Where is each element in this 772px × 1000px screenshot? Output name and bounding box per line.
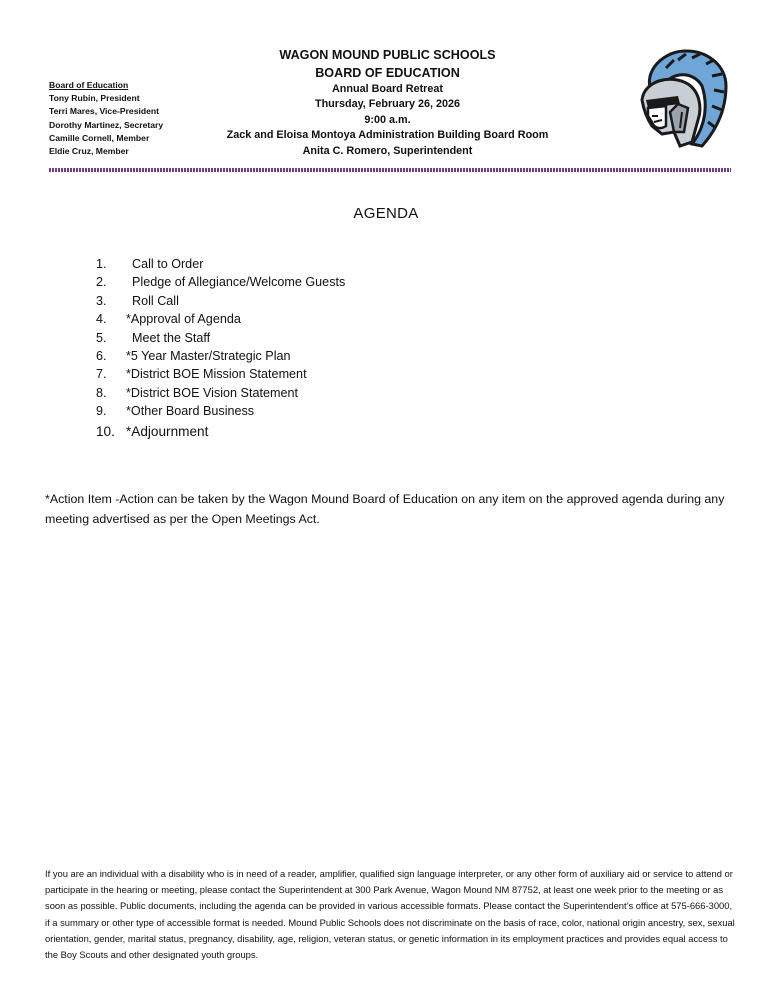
item-number: 9. <box>96 404 107 419</box>
header-divider <box>49 168 731 172</box>
board-members-list <box>49 79 163 158</box>
item-text: Pledge of Allegiance/Welcome Guests <box>132 275 346 290</box>
item-text: *Approval of Agenda <box>126 312 241 327</box>
item-number: 1. <box>96 257 107 271</box>
item-text: *Adjournment <box>126 423 209 439</box>
item-number: 8. <box>96 385 107 400</box>
action-item-note: *Action Item -Action can be taken by the Wagon Mound Board of Education on any item on the approved agenda during any meeting advertised as per the Open Meetings Act. <box>45 492 725 526</box>
board-member: Tony Rubin, President <box>49 93 140 104</box>
school-name: WAGON MOUND PUBLIC SCHOOLS <box>279 48 496 62</box>
meeting-date: Thursday, February 26, 2026 <box>314 98 461 111</box>
item-number: 2. <box>96 275 107 290</box>
board-title: BOARD OF EDUCATION <box>315 66 460 80</box>
item-text: *District BOE Mission Statement <box>126 367 307 382</box>
board-member: Eldie Cruz, Member <box>49 146 129 157</box>
accessibility-notice: If you are an individual with a disability who is in need of a reader, amplifier, qualified sign language interpreter, or any other form of auxiliary aid or service to attend or participate in the hearing or meeting, please contact the Superintendent at 300 Park Avenue, Wagon Mound NM 87752, at least one week prior to the meeting or as soon as possible. Public documents, including the agenda can be provided in various accessible formats. Please contact the Superintendent’s office at 575-666-3000, if a summary or other type of accessible format is needed. Mound Public Schools does not discriminate on the basis of race, color, national origin ancestry, sex, sexual orientation, gender, marital status, pregnancy, disability, age, religion, veteran status, or genetic information in its employment practices and provides equal access to the Boy Scouts and other designated youth groups. <box>45 868 735 961</box>
item-text: Call to Order <box>132 257 204 271</box>
item-text: *Other Board Business <box>126 404 255 419</box>
board-heading: Board of Education <box>49 80 129 90</box>
item-number: 10. <box>96 423 115 439</box>
board-member: Dorothy Martinez, Secretary <box>49 119 164 130</box>
item-text: *District BOE Vision Statement <box>126 385 298 400</box>
superintendent: Anita C. Romero, Superintendent <box>302 144 473 157</box>
item-number: 7. <box>96 367 107 382</box>
item-number: 5. <box>96 330 107 345</box>
meeting-time: 9:00 a.m. <box>364 113 411 126</box>
item-number: 4. <box>96 312 107 327</box>
spartan-warrior-helmet-icon <box>622 46 730 154</box>
agenda-title: AGENDA <box>353 205 419 222</box>
meeting-location: Zack and Eloisa Montoya Administration Building Board Room <box>226 129 549 142</box>
item-text: Roll Call <box>132 293 179 308</box>
item-number: 6. <box>96 348 107 363</box>
document-header <box>220 47 555 159</box>
item-number: 3. <box>96 293 107 308</box>
event-name: Annual Board Retreat <box>332 83 443 95</box>
item-text: *5 Year Master/Strategic Plan <box>126 348 291 363</box>
board-member: Camille Cornell, Member <box>49 132 150 143</box>
item-text: Meet the Staff <box>132 330 211 345</box>
board-member: Terri Mares, Vice-President <box>49 106 160 117</box>
